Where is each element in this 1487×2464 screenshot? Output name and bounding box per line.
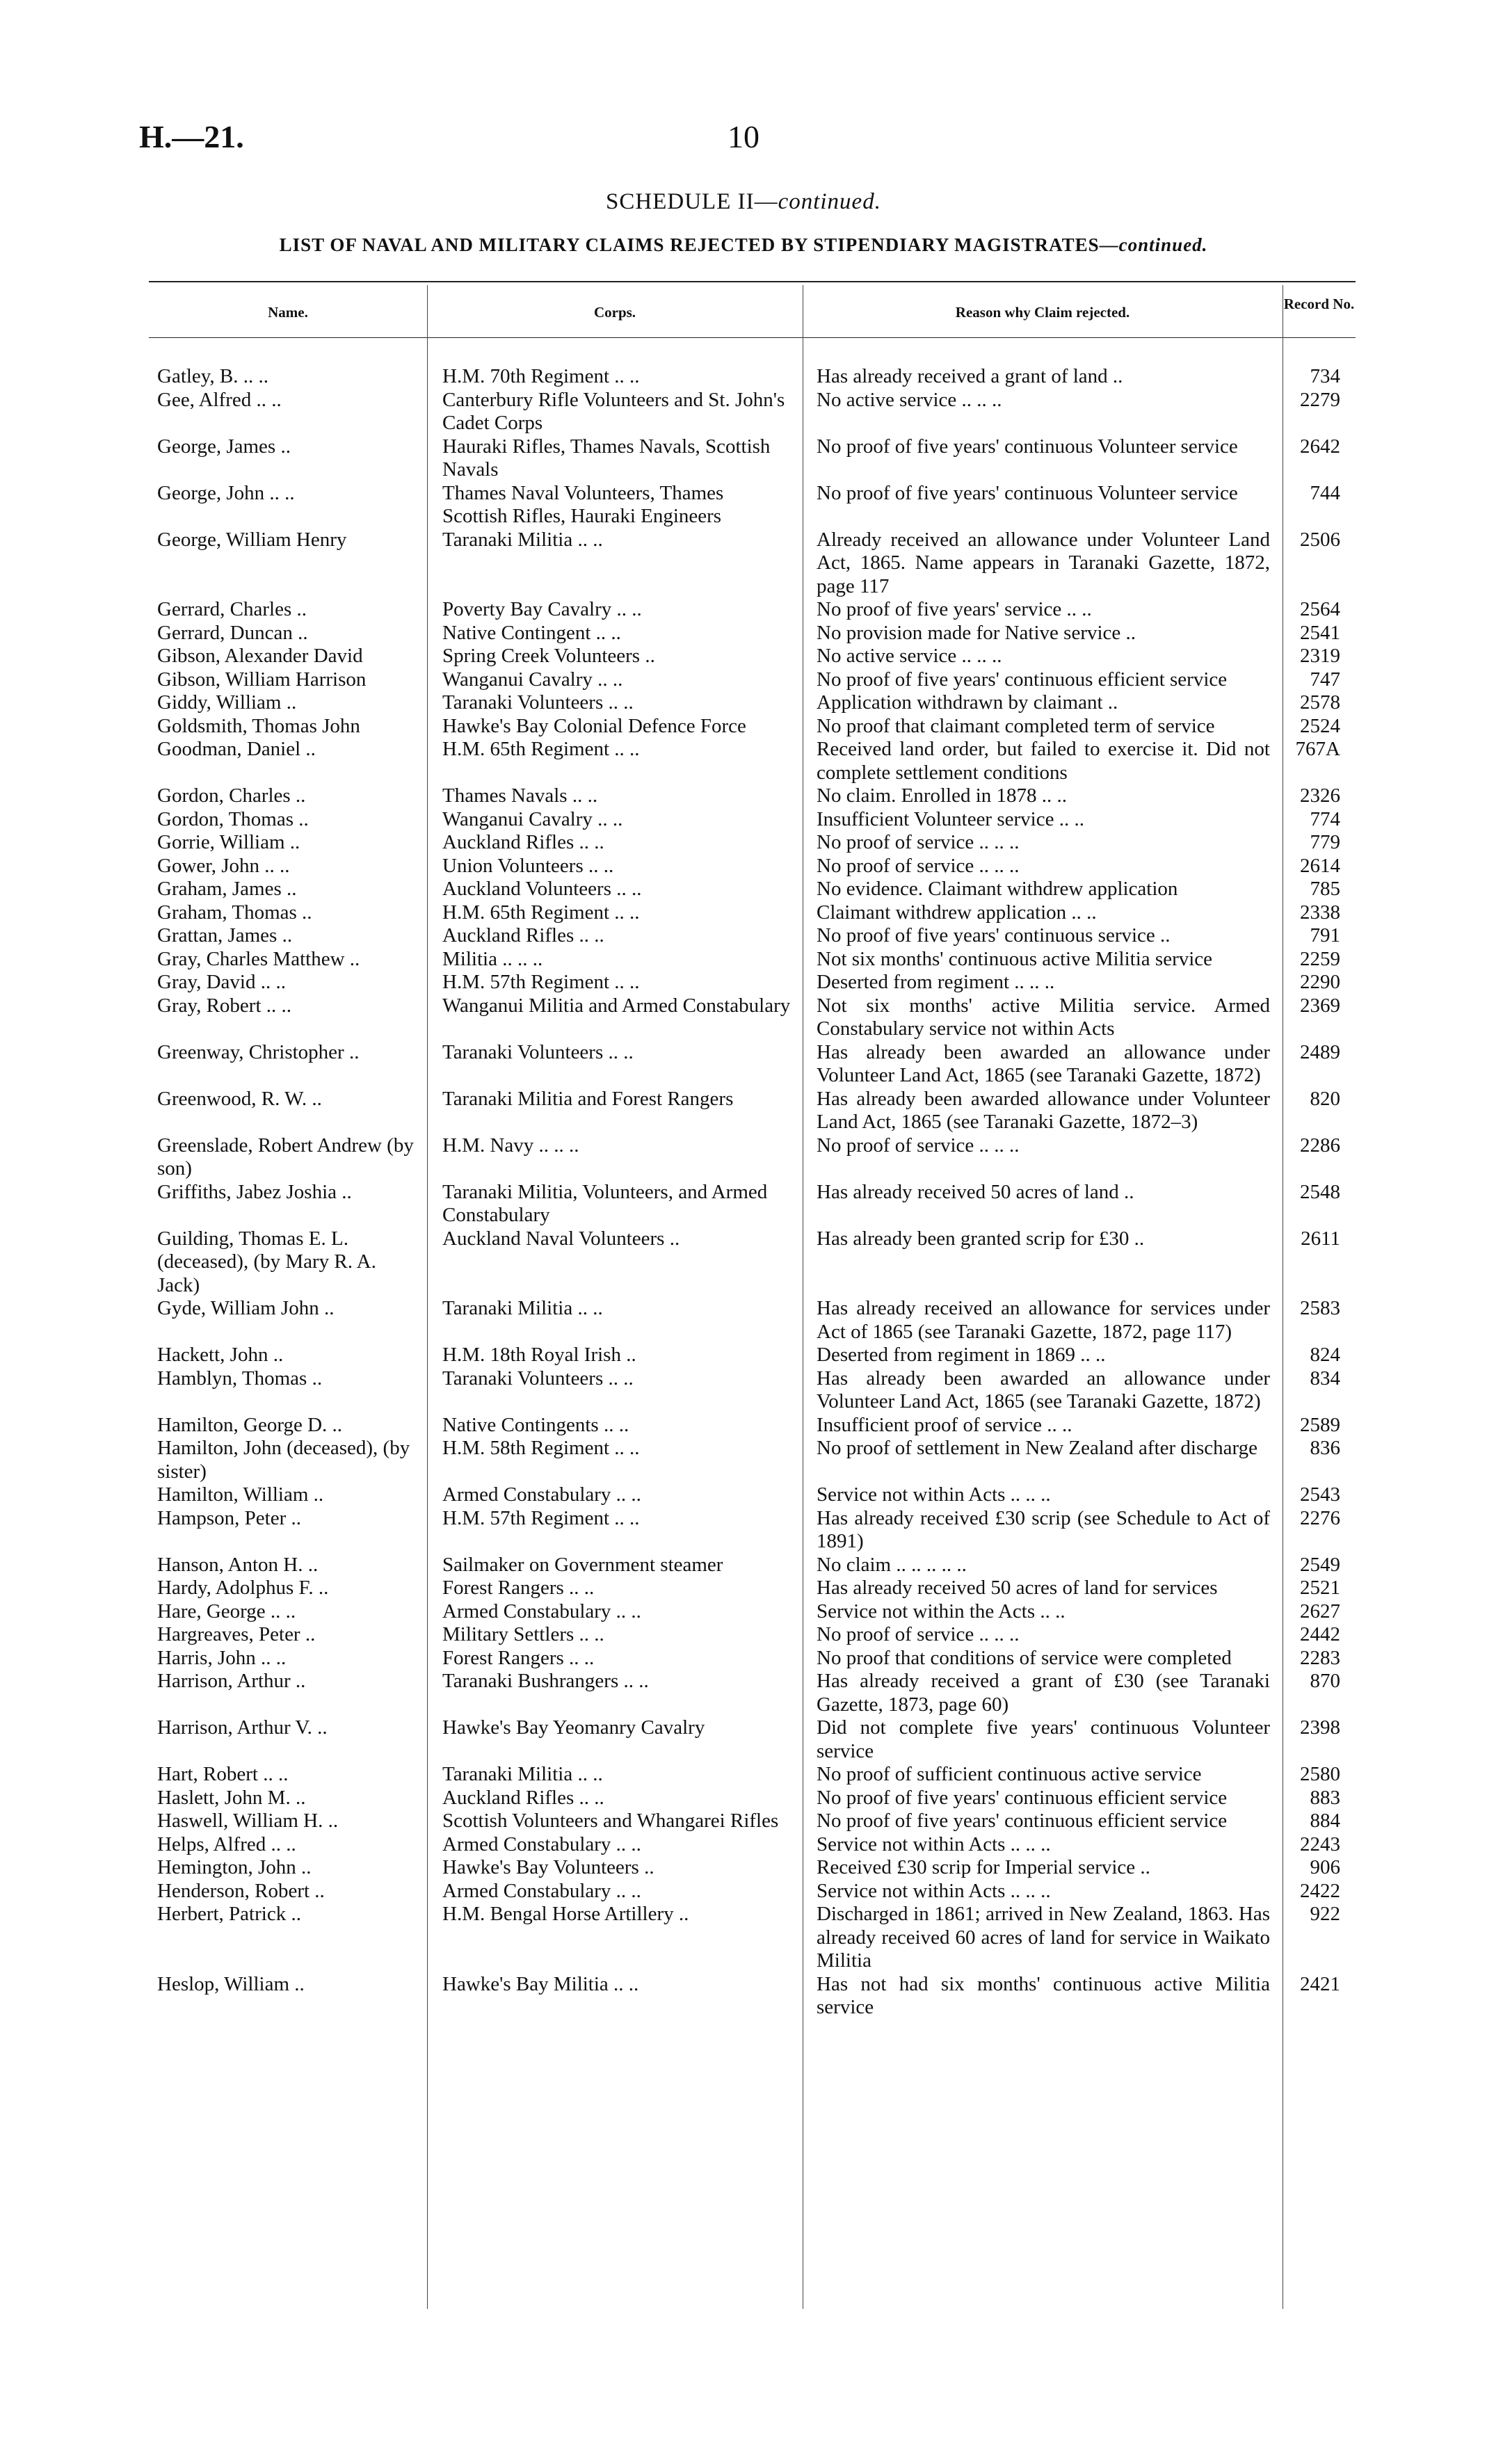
reason-cell: No proof of five years' continuous efficient service bbox=[817, 1810, 1228, 1832]
table-row bbox=[149, 668, 1356, 692]
reason-cell: Received land order, but failed to exercise it. Did not complete settlement conditions bbox=[817, 738, 1270, 784]
reason-cell: Not six months' continuous active Militia service bbox=[817, 947, 1213, 970]
reason-cell: Has already received 50 acres of land .. bbox=[817, 1180, 1134, 1203]
claimant-name: Gibson, William Harrison bbox=[157, 668, 367, 691]
table-row bbox=[149, 715, 1356, 739]
reason-cell: No proof of sufficient continuous active service bbox=[817, 1763, 1202, 1785]
claimant-name: George, James .. bbox=[157, 435, 291, 458]
record-number: 2442 bbox=[1300, 1623, 1340, 1645]
corps-cell: Thames Naval Volunteers, Thames Scottish Rifles, Hauraki Engineers bbox=[442, 481, 724, 527]
table-row bbox=[149, 855, 1356, 878]
corps-cell: Hawke's Bay Colonial Defence Force bbox=[442, 714, 746, 737]
record-number: 883 bbox=[1310, 1786, 1340, 1809]
record-number: 820 bbox=[1310, 1087, 1340, 1110]
record-number: 2283 bbox=[1300, 1646, 1340, 1669]
table-row bbox=[149, 1554, 1356, 1577]
corps-cell: Sailmaker on Government steamer bbox=[442, 1553, 723, 1576]
reason-cell: No proof of service .. .. .. bbox=[817, 854, 1020, 877]
table-row bbox=[149, 1716, 1356, 1763]
claimant-name: Goldsmith, Thomas John bbox=[157, 714, 360, 737]
corps-cell: Hawke's Bay Militia .. .. bbox=[442, 1972, 639, 1995]
table-row bbox=[149, 1787, 1356, 1810]
record-number: 870 bbox=[1310, 1670, 1340, 1692]
reason-cell: No evidence. Claimant withdrew application bbox=[817, 878, 1178, 900]
record-number: 2548 bbox=[1300, 1180, 1340, 1203]
claimant-name: Gray, Robert .. .. bbox=[157, 994, 292, 1017]
claimant-name: Greenwood, R. W. .. bbox=[157, 1087, 322, 1110]
reason-cell: No proof of five years' continuous service .. bbox=[817, 924, 1171, 947]
reason-cell: No proof of five years' continuous Volunteer service bbox=[817, 435, 1238, 458]
record-number: 2398 bbox=[1300, 1716, 1340, 1739]
record-number: 2583 bbox=[1300, 1297, 1340, 1319]
record-number: 774 bbox=[1310, 807, 1340, 830]
claimant-name: Grattan, James .. bbox=[157, 924, 293, 947]
claimant-name: Henderson, Robert .. bbox=[157, 1879, 325, 1902]
reason-cell: Has already received a grant of £30 (see Taranaki Gazette, 1873, page 60) bbox=[817, 1670, 1270, 1716]
claimant-name: Hemington, John .. bbox=[157, 1856, 312, 1878]
reason-cell: Has already been granted scrip for £30 .. bbox=[817, 1227, 1145, 1250]
record-number: 2611 bbox=[1301, 1227, 1340, 1250]
claimant-name: Gee, Alfred .. .. bbox=[157, 388, 282, 411]
table-row bbox=[149, 389, 1356, 435]
record-number: 2276 bbox=[1300, 1506, 1340, 1529]
record-number: 791 bbox=[1310, 924, 1340, 947]
claimant-name: Herbert, Patrick .. bbox=[157, 1903, 301, 1925]
record-number: 2521 bbox=[1300, 1577, 1340, 1599]
table-row bbox=[149, 878, 1356, 901]
corps-cell: Taranaki Militia .. .. bbox=[442, 1297, 603, 1319]
corps-cell: Taranaki Bushrangers .. .. bbox=[442, 1670, 649, 1692]
reason-cell: No proof of five years' service .. .. bbox=[817, 598, 1092, 620]
record-number: 834 bbox=[1310, 1367, 1340, 1390]
table-row bbox=[149, 1833, 1356, 1857]
table-row bbox=[149, 1507, 1356, 1554]
record-number: 744 bbox=[1310, 481, 1340, 504]
corps-cell: Taranaki Militia .. .. bbox=[442, 528, 603, 551]
claimant-name: Gray, Charles Matthew .. bbox=[157, 947, 360, 970]
table-row bbox=[149, 482, 1356, 529]
corps-cell: H.M. 57th Regiment .. .. bbox=[442, 1506, 640, 1529]
corps-cell: Wanganui Militia and Armed Constabulary bbox=[442, 994, 791, 1017]
table-row bbox=[149, 622, 1356, 645]
reason-cell: No proof of five years' continuous efficient service bbox=[817, 668, 1228, 691]
reason-cell: Not six months' active Militia service. Armed Constabulary service not within Acts bbox=[817, 994, 1270, 1040]
corps-cell: Auckland Naval Volunteers .. bbox=[442, 1227, 680, 1250]
reason-cell: No proof that conditions of service were completed bbox=[817, 1646, 1232, 1669]
record-number: 2326 bbox=[1300, 784, 1340, 807]
reason-cell: No claim .. .. .. .. .. bbox=[817, 1553, 967, 1576]
claimant-name: Helps, Alfred .. .. bbox=[157, 1833, 296, 1855]
table-row bbox=[149, 1973, 1356, 2020]
record-number: 2243 bbox=[1300, 1833, 1340, 1855]
claimant-name: Hackett, John .. bbox=[157, 1344, 284, 1366]
corps-cell: H.M. 65th Regiment .. .. bbox=[442, 901, 640, 924]
reason-cell: Service not within Acts .. .. .. bbox=[817, 1879, 1051, 1902]
claimant-name: Gerrard, Charles .. bbox=[157, 598, 307, 620]
reason-cell: Service not within Acts .. .. .. bbox=[817, 1483, 1051, 1506]
reason-cell: Application withdrawn by claimant .. bbox=[817, 691, 1118, 714]
corps-cell: Spring Creek Volunteers .. bbox=[442, 645, 655, 667]
reason-cell: Insufficient proof of service .. .. bbox=[817, 1413, 1072, 1436]
claimant-name: Hamilton, George D. .. bbox=[157, 1413, 343, 1436]
reason-cell: No proof of five years' continuous Volunteer service bbox=[817, 481, 1238, 504]
record-number: 2564 bbox=[1300, 598, 1340, 620]
corps-cell: Wanganui Cavalry .. .. bbox=[442, 668, 623, 691]
record-number: 2421 bbox=[1300, 1972, 1340, 1995]
claimant-name: Hare, George .. .. bbox=[157, 1600, 296, 1622]
claimant-name: Guilding, Thomas E. L. (deceased), (by Mary R. A. Jack) bbox=[157, 1227, 376, 1296]
claimant-name: Gibson, Alexander David bbox=[157, 645, 363, 667]
schedule-title-suffix: continued. bbox=[778, 189, 881, 214]
corps-cell: H.M. Navy .. .. .. bbox=[442, 1134, 579, 1157]
table-row bbox=[149, 738, 1356, 784]
claimant-name: Harrison, Arthur V. .. bbox=[157, 1716, 328, 1739]
record-number: 2259 bbox=[1300, 947, 1340, 970]
reason-cell: Has already received an allowance for services under Act of 1865 (see Taranaki Gazette, 1872, page 117) bbox=[817, 1297, 1270, 1343]
claimant-name: Gerrard, Duncan .. bbox=[157, 621, 308, 644]
record-number: 785 bbox=[1310, 878, 1340, 900]
claimant-name: Goodman, Daniel .. bbox=[157, 738, 316, 760]
reason-cell: No proof that claimant completed term of service bbox=[817, 714, 1215, 737]
corps-cell: Wanganui Cavalry .. .. bbox=[442, 807, 623, 830]
table-row bbox=[149, 529, 1356, 599]
table-row bbox=[149, 1227, 1356, 1298]
corps-cell: Armed Constabulary .. .. bbox=[442, 1879, 641, 1902]
corps-cell: Forest Rangers .. .. bbox=[442, 1577, 595, 1599]
claimant-name: Harris, John .. .. bbox=[157, 1646, 287, 1669]
claimant-name: George, John .. .. bbox=[157, 481, 295, 504]
corps-cell: Armed Constabulary .. .. bbox=[442, 1600, 641, 1622]
record-number: 734 bbox=[1310, 365, 1340, 387]
record-number: 884 bbox=[1310, 1810, 1340, 1832]
record-number: 2489 bbox=[1300, 1040, 1340, 1063]
claimant-name: Hargreaves, Peter .. bbox=[157, 1623, 316, 1645]
claimant-name: Haslett, John M. .. bbox=[157, 1786, 306, 1809]
record-number: 2506 bbox=[1300, 528, 1340, 551]
claimant-name: Heslop, William .. bbox=[157, 1972, 305, 1995]
corps-cell: Poverty Bay Cavalry .. .. bbox=[442, 598, 642, 620]
reason-cell: Has already received £30 scrip (see Schedule to Act of 1891) bbox=[817, 1506, 1270, 1552]
claimant-name: Giddy, William .. bbox=[157, 691, 297, 714]
corps-cell: Hauraki Rifles, Thames Navals, Scottish Navals bbox=[442, 435, 771, 481]
record-number: 2549 bbox=[1300, 1553, 1340, 1576]
record-number: 2290 bbox=[1300, 971, 1340, 993]
record-number: 779 bbox=[1310, 831, 1340, 853]
corps-cell: Native Contingent .. .. bbox=[442, 621, 621, 644]
claimant-name: Gower, John .. .. bbox=[157, 854, 290, 877]
corps-cell: Thames Navals .. .. bbox=[442, 784, 598, 807]
claimant-name: Gyde, William John .. bbox=[157, 1297, 335, 1319]
corps-cell: Native Contingents .. .. bbox=[442, 1413, 629, 1436]
corps-cell: Taranaki Volunteers .. .. bbox=[442, 691, 634, 714]
reason-cell: No claim. Enrolled in 1878 .. .. bbox=[817, 784, 1068, 807]
corps-cell: H.M. 70th Regiment .. .. bbox=[442, 365, 640, 387]
table-row bbox=[149, 948, 1356, 972]
claimant-name: Hanson, Anton H. .. bbox=[157, 1553, 319, 1576]
reason-cell: Discharged in 1861; arrived in New Zealand, 1863. Has already received 60 acres of land for service in Waikato Militia bbox=[817, 1903, 1270, 1972]
corps-cell: Militia .. .. .. bbox=[442, 947, 543, 970]
reason-cell: Deserted from regiment .. .. .. bbox=[817, 971, 1055, 993]
corps-cell: Military Settlers .. .. bbox=[442, 1623, 604, 1645]
list-title bbox=[0, 234, 1487, 256]
reason-cell: Claimant withdrew application .. .. bbox=[817, 901, 1097, 924]
page-reference: H.—21. bbox=[139, 119, 244, 154]
table-row bbox=[149, 1856, 1356, 1880]
record-number: 2580 bbox=[1300, 1763, 1340, 1785]
table-row bbox=[149, 1810, 1356, 1833]
reason-cell: Received £30 scrip for Imperial service .. bbox=[817, 1856, 1150, 1878]
page-number: 10 bbox=[728, 119, 759, 154]
claimant-name: Haswell, William H. .. bbox=[157, 1810, 339, 1832]
list-title-text: LIST OF NAVAL AND MILITARY CLAIMS REJECTED BY STIPENDIARY MAGISTRATES— bbox=[279, 234, 1119, 255]
table-row bbox=[149, 784, 1356, 808]
table-row bbox=[149, 1088, 1356, 1134]
reason-cell: No active service .. .. .. bbox=[817, 388, 1002, 411]
table-row bbox=[149, 365, 1356, 389]
schedule-title-text: SCHEDULE II— bbox=[606, 189, 778, 214]
table-row bbox=[149, 1181, 1356, 1227]
record-number: 2286 bbox=[1300, 1134, 1340, 1157]
claims-table-body bbox=[149, 365, 1356, 2020]
reason-cell: No provision made for Native service .. bbox=[817, 621, 1136, 644]
claimant-name: Gray, David .. .. bbox=[157, 971, 286, 993]
claimant-name: Hamilton, William .. bbox=[157, 1483, 324, 1506]
reason-cell: Service not within the Acts .. .. bbox=[817, 1600, 1066, 1622]
record-number: 2589 bbox=[1300, 1413, 1340, 1436]
reason-cell: Has not had six months' continuous active Militia service bbox=[817, 1972, 1270, 2018]
record-number: 2319 bbox=[1300, 645, 1340, 667]
table-top-rule bbox=[149, 281, 1356, 282]
reason-cell: Has already been awarded allowance under Volunteer Land Act, 1865 (see Taranaki Gazette, 1872–3) bbox=[817, 1087, 1270, 1133]
reason-cell: No proof of service .. .. .. bbox=[817, 831, 1020, 853]
corps-cell: Taranaki Militia .. .. bbox=[442, 1763, 603, 1785]
record-number: 2422 bbox=[1300, 1879, 1340, 1902]
table-row bbox=[149, 901, 1356, 925]
corps-cell: Auckland Volunteers .. .. bbox=[442, 878, 642, 900]
table-row bbox=[149, 924, 1356, 948]
reason-cell: Service not within Acts .. .. .. bbox=[817, 1833, 1051, 1855]
corps-cell: H.M. Bengal Horse Artillery .. bbox=[442, 1903, 689, 1925]
reason-cell: No proof of service .. .. .. bbox=[817, 1134, 1020, 1157]
table-row bbox=[149, 1041, 1356, 1088]
corps-cell: Taranaki Volunteers .. .. bbox=[442, 1040, 634, 1063]
claimant-name: Graham, Thomas .. bbox=[157, 901, 312, 924]
reason-cell: No proof of service .. .. .. bbox=[817, 1623, 1020, 1645]
record-number: 2642 bbox=[1300, 435, 1340, 458]
table-row bbox=[149, 1437, 1356, 1483]
claimant-name: Greenway, Christopher .. bbox=[157, 1040, 360, 1063]
schedule-title bbox=[0, 189, 1487, 215]
claimant-name: Gatley, B. .. .. bbox=[157, 365, 269, 387]
table-row bbox=[149, 1483, 1356, 1507]
corps-cell: Auckland Rifles .. .. bbox=[442, 1786, 604, 1809]
record-number: 2524 bbox=[1300, 714, 1340, 737]
column-header-record: Record No. bbox=[1283, 296, 1355, 312]
reason-cell: Insufficient Volunteer service .. .. bbox=[817, 807, 1084, 830]
table-row bbox=[149, 1297, 1356, 1344]
corps-cell: Auckland Rifles .. .. bbox=[442, 924, 604, 947]
corps-cell: Scottish Volunteers and Whangarei Rifles bbox=[442, 1810, 779, 1832]
reason-cell: Has already been awarded an allowance under Volunteer Land Act, 1865 (see Taranaki Gazette, 1872) bbox=[817, 1367, 1270, 1412]
claimant-name: Hamblyn, Thomas .. bbox=[157, 1367, 323, 1390]
corps-cell: H.M. 65th Regiment .. .. bbox=[442, 738, 640, 760]
column-header-name: Name. bbox=[268, 304, 308, 321]
corps-cell: Armed Constabulary .. .. bbox=[442, 1833, 641, 1855]
table-row bbox=[149, 1577, 1356, 1600]
claimant-name: Graham, James .. bbox=[157, 878, 297, 900]
claimant-name: Hardy, Adolphus F. .. bbox=[157, 1577, 329, 1599]
table-row bbox=[149, 1880, 1356, 1903]
corps-cell: Forest Rangers .. .. bbox=[442, 1646, 595, 1669]
record-number: 824 bbox=[1310, 1344, 1340, 1366]
claimant-name: Gordon, Charles .. bbox=[157, 784, 306, 807]
list-title-suffix: continued. bbox=[1118, 234, 1208, 255]
table-row bbox=[149, 691, 1356, 715]
table-row bbox=[149, 1670, 1356, 1716]
record-number: 2369 bbox=[1300, 994, 1340, 1017]
corps-cell: H.M. 57th Regiment .. .. bbox=[442, 971, 640, 993]
corps-cell: Hawke's Bay Yeomanry Cavalry bbox=[442, 1716, 705, 1739]
record-number: 2541 bbox=[1300, 621, 1340, 644]
record-number: 2543 bbox=[1300, 1483, 1340, 1506]
reason-cell: Already received an allowance under Volunteer Land Act, 1865. Name appears in Taranaki Gazette, 1872, page 117 bbox=[817, 528, 1270, 597]
corps-cell: Auckland Rifles .. .. bbox=[442, 831, 604, 853]
claimant-name: Hart, Robert .. .. bbox=[157, 1763, 289, 1785]
record-number: 747 bbox=[1310, 668, 1340, 691]
table-header-rule bbox=[149, 337, 1356, 338]
table-row bbox=[149, 645, 1356, 668]
record-number: 2279 bbox=[1300, 388, 1340, 411]
record-number: 922 bbox=[1310, 1903, 1340, 1925]
reason-cell: Has already received a grant of land .. bbox=[817, 365, 1123, 387]
column-header-reason: Reason why Claim rejected. bbox=[955, 304, 1130, 321]
corps-cell: Taranaki Militia, Volunteers, and Armed Constabulary bbox=[442, 1180, 768, 1226]
reason-cell: Has already been awarded an allowance under Volunteer Land Act, 1865 (see Taranaki Gazette, 1872) bbox=[817, 1040, 1270, 1086]
record-number: 836 bbox=[1310, 1437, 1340, 1459]
record-number: 906 bbox=[1310, 1856, 1340, 1878]
corps-cell: Armed Constabulary .. .. bbox=[442, 1483, 641, 1506]
table-row bbox=[149, 1623, 1356, 1647]
reason-cell: No proof of settlement in New Zealand after discharge bbox=[817, 1437, 1258, 1459]
table-row bbox=[149, 1647, 1356, 1670]
claimant-name: Harrison, Arthur .. bbox=[157, 1670, 306, 1692]
table-row bbox=[149, 1367, 1356, 1414]
table-row bbox=[149, 1134, 1356, 1181]
table-row bbox=[149, 598, 1356, 622]
table-row bbox=[149, 1344, 1356, 1367]
reason-cell: No proof of five years' continuous efficient service bbox=[817, 1786, 1228, 1809]
claimant-name: Gordon, Thomas .. bbox=[157, 807, 309, 830]
corps-cell: Hawke's Bay Volunteers .. bbox=[442, 1856, 654, 1878]
corps-cell: Canterbury Rifle Volunteers and St. John's Cadet Corps bbox=[442, 388, 785, 434]
table-row bbox=[149, 995, 1356, 1041]
record-number: 2578 bbox=[1300, 691, 1340, 714]
record-number: 2338 bbox=[1300, 901, 1340, 924]
corps-cell: Taranaki Militia and Forest Rangers bbox=[442, 1087, 734, 1110]
table-row bbox=[149, 971, 1356, 995]
table-row bbox=[149, 1600, 1356, 1624]
claimant-name: Hamilton, John (deceased), (by sister) bbox=[157, 1437, 410, 1483]
table-row bbox=[149, 435, 1356, 482]
reason-cell: Has already received 50 acres of land for services bbox=[817, 1577, 1218, 1599]
reason-cell: No active service .. .. .. bbox=[817, 645, 1002, 667]
reason-cell: Did not complete five years' continuous Volunteer service bbox=[817, 1716, 1270, 1762]
table-row bbox=[149, 831, 1356, 855]
claimant-name: George, William Henry bbox=[157, 528, 347, 551]
table-row bbox=[149, 808, 1356, 832]
reason-cell: Deserted from regiment in 1869 .. .. bbox=[817, 1344, 1106, 1366]
claimant-name: Greenslade, Robert Andrew (by son) bbox=[157, 1134, 414, 1179]
corps-cell: Taranaki Volunteers .. .. bbox=[442, 1367, 634, 1390]
claimant-name: Gorrie, William .. bbox=[157, 831, 300, 853]
record-number: 767A bbox=[1295, 738, 1340, 760]
column-header-corps: Corps. bbox=[593, 304, 636, 321]
corps-cell: Union Volunteers .. .. bbox=[442, 854, 614, 877]
table-row bbox=[149, 1763, 1356, 1787]
table-row bbox=[149, 1903, 1356, 1973]
corps-cell: H.M. 58th Regiment .. .. bbox=[442, 1437, 640, 1459]
claimant-name: Hampson, Peter .. bbox=[157, 1506, 301, 1529]
claimant-name: Griffiths, Jabez Joshia .. bbox=[157, 1180, 352, 1203]
corps-cell: H.M. 18th Royal Irish .. bbox=[442, 1344, 636, 1366]
record-number: 2627 bbox=[1300, 1600, 1340, 1622]
record-number: 2614 bbox=[1300, 854, 1340, 877]
table-row bbox=[149, 1414, 1356, 1438]
